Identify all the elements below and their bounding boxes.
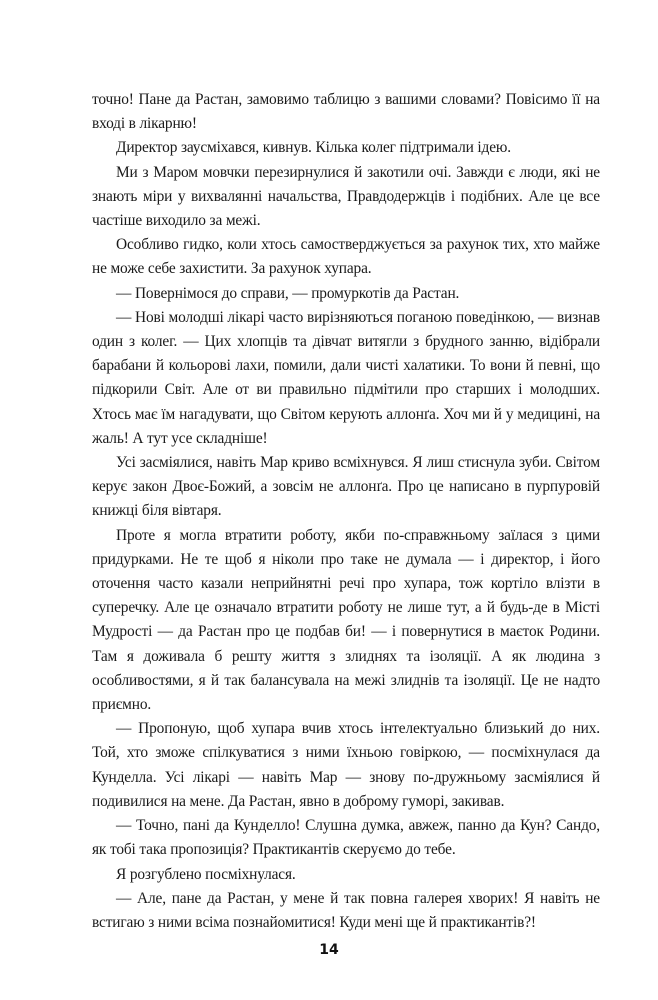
paragraph: Усі засміялися, навіть Мар криво всміхнувся. Я лиш стиснула зуби. Світом керує закон Двоє-Божий, а зовсім не аллонґа. Про це написано в пурпуровій книжці біля вівтаря. [92, 454, 600, 520]
paragraph: — Пропоную, щоб хупара вчив хтось інтелектуально близький до них. Той, хто зможе спілкуватися з ними їхньою говіркою, — посміхнулася да Кунделла. Усі лікарі — навіть Мар — знову по-дружньому засміялися й подивилися на мене. Да Растан, явно в доброму гуморі, закивав. [92, 720, 600, 810]
paragraph: — Точно, пані да Кунделло! Слушна думка, авжеж, панно да Кун? Сандо, як тобі така пропозиція? Практикантів скеруємо до тебе. [92, 817, 600, 859]
paragraph: — Але, пане да Растан, у мене й так повна галерея хворих! Я навіть не встигаю з ними всіма познайомитися! Куди мені ще й практикантів?! [92, 889, 600, 931]
page-number: 14 [319, 942, 339, 958]
paragraph: Особливо гидко, коли хтось самостверджується за рахунок тих, хто майже не може себе захистити. За рахунок хупара. [92, 236, 600, 278]
body-text [92, 88, 600, 935]
paragraph: Проте я могла втратити роботу, якби по-справжньому заїлася з цими придурками. Не те щоб я ніколи про таке не думала — і директор, і його оточення часто казали неприйнятні речі про хупара, тож кортіло влізти в суперечку. Але це означало втратити роботу не лише тут, а й будь-де в Місті Мудрості — да Растан про це подбав би! — і повернутися в маєток Родини. Там я доживала б решту життя з злиднях та ізоляції. А як людина з особливостями, я й так балансувала на межі злиднів та ізоляції. Це не надто приємно. [92, 526, 600, 714]
paragraph: — Повернімося до справи, — промуркотів да Растан. [116, 284, 460, 302]
paragraph: точно! Пане да Растан, замовимо таблицю з вашими словами? Повісимо її на вході в лікарню! [92, 91, 600, 133]
paragraph: Я розгублено посміхнулася. [116, 865, 296, 883]
paragraph: — Нові молодші лікарі часто вирізняються поганою поведінкою, — визнав один з колег. — Цих хлопців та дівчат витягли з брудного занню, відібрали барабани й кольорові лахи, помили, дали чисті халатики. То вони й певні, що підкорили Світ. Але от ви правильно підмітили про старших і молодших. Хтось має їм нагадувати, що Світом керують аллонґа. Хоч ми й у медицині, на жаль! А тут усе складніше! [92, 308, 600, 447]
paragraph: Ми з Маром мовчки перезирнулися й закотили очі. Завжди є люди, які не знають міри у вихвалянні начальства, Правдодержців і подібних. Але це все частіше виходило за межі. [92, 163, 600, 230]
paragraph: Директор заусміхався, кивнув. Кілька колег підтримали ідею. [116, 139, 511, 157]
